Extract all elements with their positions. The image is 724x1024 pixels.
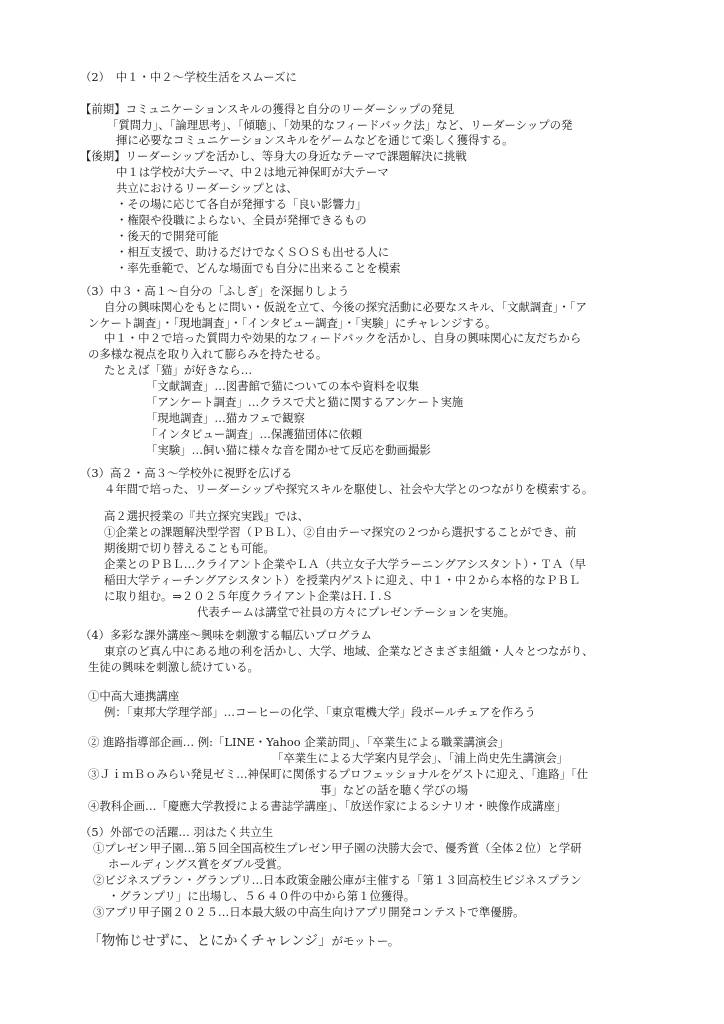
- program-item: ③ＪｉｍＢｏみらい発見ゼミ…神保町に関係するプロフェッショナルをゲストに迎え、「進路」「仕: [88, 767, 589, 781]
- example-intro: たとえば「猫」が好きなら…: [104, 363, 253, 377]
- bullet-item: ・権限や役職によらない、全員が発揮できるもの: [116, 213, 367, 227]
- section-heading: （3）高２・高３～学校外に視野を広げる: [80, 466, 293, 480]
- example-item: 「文献調査」…図書館で猫についての本や資料を収集: [146, 379, 420, 393]
- motto-quote: 「物怖じせずに、とにかくチャレンジ」: [88, 933, 332, 949]
- achievement-item: ②ビジネスプラン・グランプリ…日本政策金融公庫が主催する「第１３回高校生ビジネスプラン: [93, 873, 582, 887]
- body-line: 企業とのＰＢＬ…クライアント企業やＬＡ（共立女子大学ラーニングアシスタント）・ＴＡ（早: [104, 557, 586, 571]
- body-line: ４年間で培った、リーダーシップや探究スキルを駆使し、社会や大学とのつながりを模索する。: [104, 482, 594, 496]
- body-line: 期後期で切り替えることも可能。: [104, 541, 275, 555]
- bullet-item: ・後天的で開発可能: [116, 229, 219, 243]
- bullet-item: ・相互支援で、助けるだけでなくＳＯＳも出せる人に: [116, 245, 390, 259]
- section-heading: （2） 中１・中２～学校生活をスムーズに: [80, 70, 297, 84]
- section-heading: （4）多彩な課外講座～興味を刺激する幅広いプログラム: [80, 628, 372, 642]
- achievement-item: ①プレゼン甲子園…第５回全国高校生プレゼン甲子園の決勝大会で、優秀賞（全体２位）と学研: [93, 841, 582, 855]
- bullet-item: ・その場に応じて各自が発揮する「良い影響力」: [116, 197, 367, 211]
- motto: [88, 933, 399, 950]
- example-item: 「現地調査」…猫カフェで観察: [146, 411, 305, 425]
- body-line: 共立におけるリーダーシップとは、: [116, 181, 298, 195]
- motto-tail: がモットー。: [331, 934, 400, 948]
- section-heading: （3）中３・高１～自分の「ふしぎ」を深掘りしよう: [80, 284, 350, 298]
- example-item: 「実験」…飼い猫に様々な音を聞かせて反応を動画撮影: [146, 443, 431, 457]
- achievement-item: ③アプリ甲子園２０２５…日本最大級の中高生向けアプリ開発コンテストで準優勝。: [93, 905, 525, 919]
- program-item: ② 進路指導部企画… 例:「LINE・Yahoo 企業訪問」、「卒業生による職業講演会」: [88, 735, 510, 749]
- term-label: 【後期】リーダーシップを活かし、等身大の身近なテーマで課題解決に挑戦: [80, 149, 467, 163]
- body-line: 中１・中２で培った質問力や効果的なフィードバックを活かし、自身の興味関心に友だちから: [104, 331, 582, 345]
- achievement-item: ホールディングス賞をダブル受賞。: [108, 857, 289, 871]
- body-line: 中１は学校が大テーマ、中２は地元神保町が大テーマ: [116, 165, 389, 179]
- term-label: 【前期】コミュニケーションスキルの獲得と自分のリーダーシップの発見: [80, 102, 455, 116]
- body-line: 東京のど真ん中にある地の利を活かし、大学、地域、企業などさまざま組織・人々とつながり、: [104, 644, 594, 658]
- program-title: ①中高大連携講座: [88, 689, 180, 703]
- body-line: 「質問力」、「論理思考」、「傾聴」、「効果的なフィードバック法」など、リーダーシップの発: [107, 118, 573, 132]
- program-item: ④教科企画…「慶應大学教授による書誌学講座」、「放送作家によるシナリオ・映像作成講座」: [88, 799, 567, 813]
- body-line: 自分の興味関心をもとに問い・仮説を立て、今後の探究活動に必要なスキル、「文献調査」・「ア: [104, 300, 587, 314]
- body-line: に取り組む。⇒２０２５年度クライアント企業はＨ.Ｉ.Ｓ: [104, 589, 394, 603]
- section-heading: （5）外部での活躍… 羽はたく共立生: [80, 825, 274, 839]
- body-line: 生徒の興味を刺激し続けている。: [88, 660, 259, 674]
- body-line: 代表チームは講堂で社員の方々にプレゼンテーションを実施。: [197, 605, 516, 619]
- bullet-item: ・率先垂範で、どんな場面でも自分に出来ることを模索: [116, 261, 401, 275]
- body-line: 揮に必要なコミュニケーションスキルをゲームなどを通じて楽しく獲得する。: [116, 133, 514, 147]
- example-item: 「インタビュー調査」…保護猫団体に依頼: [146, 427, 362, 441]
- program-example: 例：「東邦大学理学部」…コーヒーの化学、「東京電機大学」段ボールチェアを作ろう: [104, 705, 536, 719]
- program-item: 事」などの話を聴く学びの場: [320, 783, 469, 797]
- example-item: 「アンケート調査」…クラスで犬と猫に関するアンケート実施: [146, 395, 464, 409]
- body-line: の多様な視点を取り入れて膨らみを持たせる。: [88, 347, 328, 361]
- program-item: 「卒業生による大学案内見学会」、「浦上尚史先生講演会」: [272, 751, 569, 765]
- body-line: 稲田大学ティーチングアシスタント）を授業内ゲストに迎え、中１・中２から本格的なＰＢＬ: [104, 573, 581, 587]
- achievement-item: ・グランプリ」に出場し、５６４０件の中から第１位獲得。: [108, 889, 416, 903]
- body-line: ①企業との課題解決型学習（ＰＢＬ）、②自由テーマ探究の２つから選択することができ、前: [104, 525, 577, 539]
- body-line: 高２選択授業の『共立探究実践』では、: [104, 509, 310, 523]
- body-line: ンケート調査」・「現地調査」・「インタビュー調査」・「実験」にチャレンジする。: [88, 316, 497, 330]
